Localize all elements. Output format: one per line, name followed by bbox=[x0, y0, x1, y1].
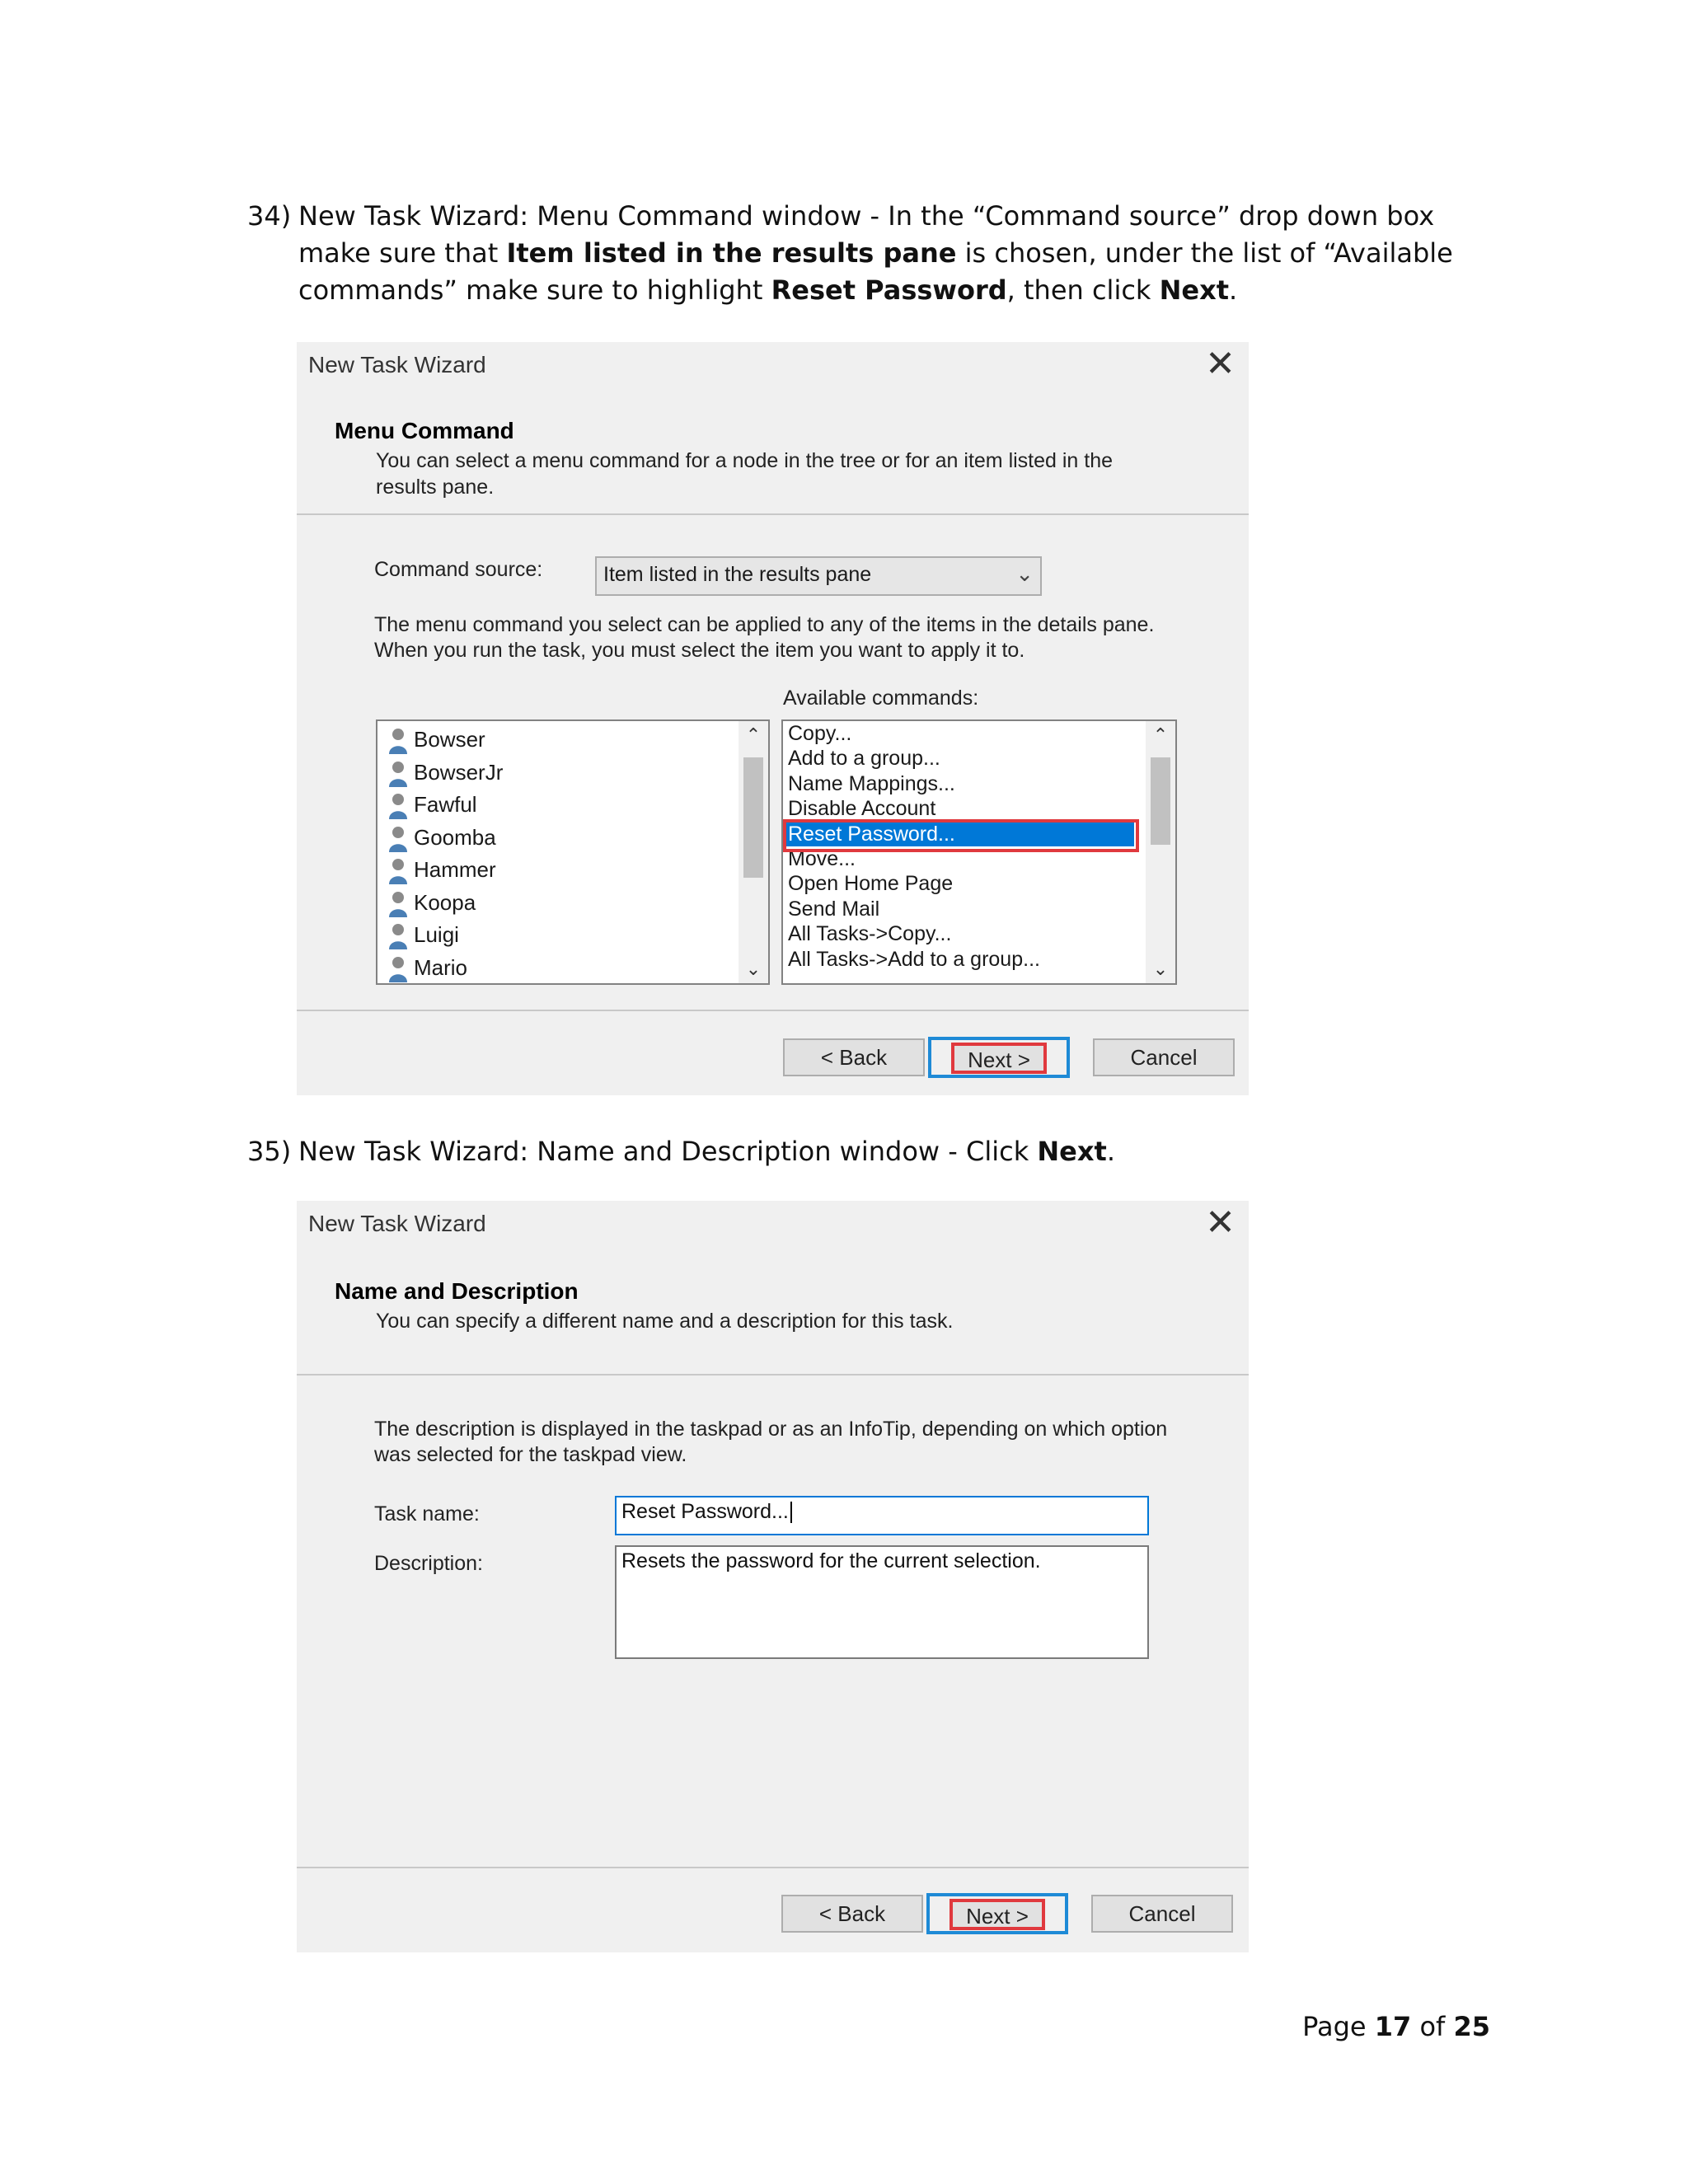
command-item[interactable]: Add to a group... bbox=[788, 747, 940, 771]
user-icon bbox=[387, 955, 409, 983]
task-name-input[interactable] bbox=[615, 1496, 1149, 1535]
header-title: Name and Description bbox=[335, 1278, 579, 1304]
commands-scrollbar[interactable] bbox=[1146, 721, 1175, 983]
menu-command-dialog bbox=[297, 342, 1249, 1095]
list-item[interactable] bbox=[387, 918, 459, 951]
command-item[interactable]: Copy... bbox=[788, 722, 852, 745]
command-item[interactable]: All Tasks->Copy... bbox=[788, 922, 952, 946]
step-34-instruction bbox=[247, 198, 1508, 309]
description-value: Resets the password for the current selection. bbox=[621, 1549, 1041, 1572]
cancel-button[interactable]: Cancel bbox=[1091, 1895, 1233, 1933]
text-run: New Task Wizard: Menu Command window - In the “Command source” drop down box make sure that bbox=[298, 200, 1435, 269]
list-item[interactable] bbox=[387, 788, 477, 821]
header-separator bbox=[297, 513, 1249, 515]
info-text: The description is displayed in the taskpad or as an InfoTip, depending on which option was selected for the taskpad view. bbox=[374, 1418, 1168, 1466]
list-item[interactable] bbox=[387, 951, 467, 984]
back-button[interactable]: < Back bbox=[781, 1895, 923, 1933]
next-button[interactable]: Next > bbox=[950, 1899, 1045, 1930]
cancel-button[interactable]: Cancel bbox=[1093, 1038, 1235, 1076]
user-list-scrollbar[interactable] bbox=[738, 721, 768, 983]
user-icon bbox=[387, 727, 409, 755]
command-item[interactable]: Open Home Page bbox=[788, 872, 954, 896]
user-icon bbox=[387, 890, 409, 918]
list-item[interactable] bbox=[387, 886, 476, 919]
command-source-label: Command source: bbox=[374, 558, 543, 581]
text-run: . bbox=[1229, 274, 1238, 306]
step-35-instruction bbox=[247, 1133, 1508, 1170]
chevron-down-icon: ⌄ bbox=[1015, 561, 1034, 586]
step-text bbox=[298, 1133, 1508, 1170]
description-textarea[interactable] bbox=[615, 1545, 1149, 1659]
scroll-up-icon[interactable]: ⌃ bbox=[1152, 724, 1169, 745]
list-item-label: Koopa bbox=[414, 889, 476, 915]
step-number: 34) bbox=[247, 200, 292, 232]
user-icon bbox=[387, 825, 409, 853]
step-number: 35) bbox=[247, 1136, 292, 1167]
command-source-value: Item listed in the results pane bbox=[603, 563, 872, 586]
command-item[interactable]: Disable Account bbox=[788, 797, 936, 821]
scroll-up-icon[interactable]: ⌃ bbox=[745, 724, 762, 745]
user-icon bbox=[387, 922, 409, 950]
list-item-label: Goomba bbox=[414, 824, 496, 850]
task-name-value: Reset Password... bbox=[621, 1500, 789, 1523]
list-item-label: Bowser bbox=[414, 727, 485, 752]
user-icon bbox=[387, 792, 409, 820]
bold-run: Next bbox=[1159, 274, 1230, 306]
of-word: of bbox=[1411, 2011, 1454, 2042]
page-word: Page bbox=[1302, 2011, 1375, 2042]
name-description-dialog bbox=[297, 1201, 1249, 1952]
header-subtitle: You can specify a different name and a description for this task. bbox=[376, 1310, 954, 1333]
footer-separator bbox=[297, 1010, 1249, 1011]
list-item-label: Mario bbox=[414, 954, 468, 980]
list-item-label: Fawful bbox=[414, 792, 477, 817]
command-item[interactable]: All Tasks->Add to a group... bbox=[788, 947, 1040, 971]
command-source-dropdown[interactable] bbox=[595, 556, 1042, 596]
user-icon bbox=[387, 760, 409, 788]
info-text: The menu command you select can be applied to any of the items in the details pane. When you run the task, you must select the item you want to apply it to. bbox=[374, 613, 1155, 662]
page-number bbox=[1302, 2011, 1490, 2042]
close-icon[interactable]: ✕ bbox=[1205, 1202, 1236, 1243]
list-item[interactable] bbox=[387, 853, 496, 886]
bold-run: Reset Password bbox=[771, 274, 1007, 306]
dialog-title: New Task Wizard bbox=[308, 1211, 486, 1236]
header-separator bbox=[297, 1374, 1249, 1376]
footer-separator bbox=[297, 1867, 1249, 1868]
bold-run: Next bbox=[1037, 1136, 1107, 1167]
header-subtitle: You can select a menu command for a node in the tree or for an item listed in the results pane. bbox=[376, 449, 1114, 499]
total-pages: 25 bbox=[1453, 2011, 1490, 2042]
command-item[interactable]: Move... bbox=[788, 847, 856, 870]
command-item[interactable]: Name Mappings... bbox=[788, 771, 955, 795]
description-label: Description: bbox=[374, 1552, 483, 1575]
text-run: . bbox=[1106, 1136, 1115, 1167]
text-run: New Task Wizard: Name and Description window - Click bbox=[298, 1136, 1038, 1167]
scroll-down-icon[interactable]: ⌄ bbox=[745, 958, 762, 979]
command-item[interactable]: Send Mail bbox=[788, 897, 880, 921]
header-title: Menu Command bbox=[335, 418, 514, 443]
list-item[interactable] bbox=[387, 821, 496, 854]
scroll-down-icon[interactable]: ⌄ bbox=[1152, 958, 1169, 979]
list-item[interactable] bbox=[387, 756, 503, 789]
text-run: is chosen, under the list of “Available commands” make sure to highlight bbox=[298, 237, 1453, 306]
bold-run: Item listed in the results pane bbox=[506, 237, 957, 269]
user-icon bbox=[387, 857, 409, 885]
available-commands-label: Available commands: bbox=[783, 687, 979, 710]
step-text bbox=[298, 198, 1508, 309]
text-run: , then click bbox=[1006, 274, 1160, 306]
list-item-label: BowserJr bbox=[414, 759, 504, 785]
text-caret bbox=[790, 1502, 792, 1523]
list-item[interactable] bbox=[387, 723, 485, 756]
scroll-thumb[interactable] bbox=[1151, 757, 1170, 845]
scroll-thumb[interactable] bbox=[743, 757, 763, 878]
dialog-title: New Task Wizard bbox=[308, 352, 486, 377]
back-button[interactable]: < Back bbox=[783, 1038, 925, 1076]
available-commands-list[interactable] bbox=[781, 719, 1177, 985]
next-button[interactable]: Next > bbox=[951, 1043, 1047, 1074]
list-item-label: Luigi bbox=[414, 922, 459, 947]
close-icon[interactable]: ✕ bbox=[1205, 344, 1236, 384]
task-name-label: Task name: bbox=[374, 1502, 480, 1526]
current-page: 17 bbox=[1374, 2011, 1412, 2042]
results-list[interactable] bbox=[376, 719, 770, 985]
highlight-annotation bbox=[783, 819, 1139, 852]
command-item[interactable]: Reset Password... bbox=[785, 822, 1134, 846]
list-item-label: Hammer bbox=[414, 857, 496, 882]
